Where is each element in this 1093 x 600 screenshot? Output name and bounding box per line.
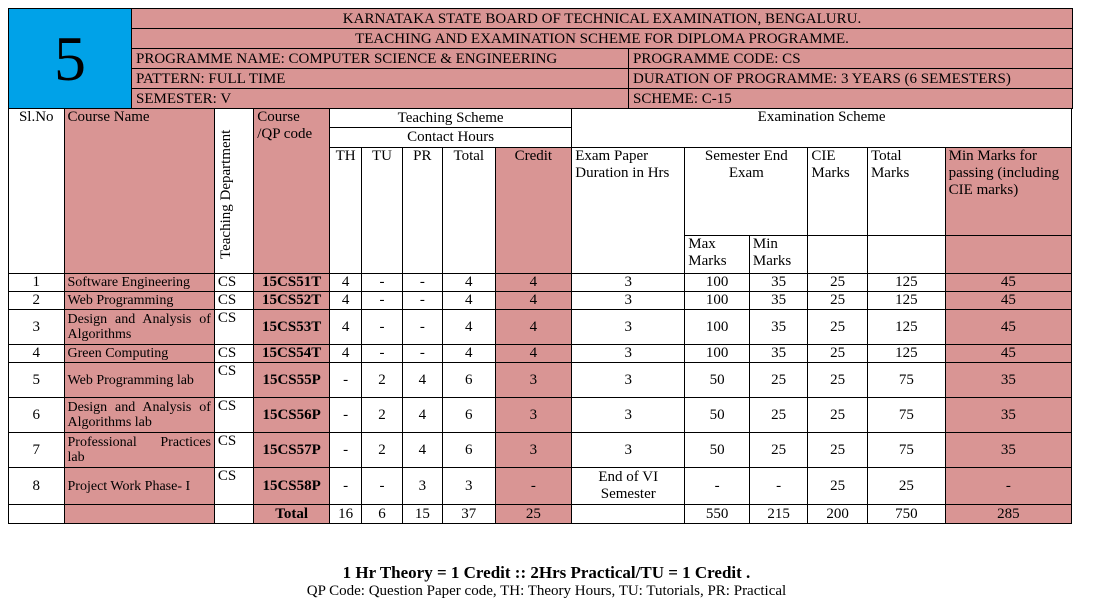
cell-th: 4	[329, 274, 361, 292]
cell-dept: CS	[214, 274, 253, 292]
cell-sl: 1	[9, 274, 65, 292]
cell-dur: 3	[572, 345, 685, 363]
table-row	[9, 468, 1072, 505]
col-course-code: Course /QP code	[254, 109, 330, 274]
cell-name: Design and Analysis of Algorithms lab	[64, 398, 214, 433]
cell-pass: 45	[945, 310, 1071, 345]
cell-min: 35	[749, 310, 808, 345]
cell-code: 15CS58P	[254, 468, 330, 505]
cell-code: 15CS54T	[254, 345, 330, 363]
programme-name: PROGRAMME NAME: COMPUTER SCIENCE & ENGINEERING	[132, 49, 629, 69]
col-course-name: Course Name	[64, 109, 214, 274]
cell-pr: 4	[402, 363, 442, 398]
cell-total: 4	[443, 274, 495, 292]
credit-note: 1 Hr Theory = 1 Credit :: 2Hrs Practical/TU = 1 Credit .	[342, 563, 751, 582]
cell-dur: 3	[572, 292, 685, 310]
teaching-scheme-header: Teaching Scheme	[329, 109, 571, 128]
cell-pass: 45	[945, 292, 1071, 310]
totals-tmarks: 750	[867, 505, 945, 524]
cell-name: Web Programming lab	[64, 363, 214, 398]
cell-cie: 25	[808, 398, 868, 433]
col-min-marks: Min Marks	[749, 236, 808, 274]
cell-credit: 3	[495, 398, 572, 433]
cell-tu: -	[362, 310, 402, 345]
cell-max: 100	[685, 310, 750, 345]
scheme-title: TEACHING AND EXAMINATION SCHEME FOR DIPLOMA PROGRAMME.	[132, 29, 1073, 49]
cell-pr: -	[402, 274, 442, 292]
cell-th: -	[329, 363, 361, 398]
cell-sl: 5	[9, 363, 65, 398]
cell-th: 4	[329, 345, 361, 363]
col-th: TH	[329, 148, 361, 274]
totals-label: Total	[254, 505, 330, 524]
cell-tmarks: 25	[867, 468, 945, 505]
cell-credit: 4	[495, 274, 572, 292]
cell-pass: 45	[945, 345, 1071, 363]
cell-cie: 25	[808, 292, 868, 310]
table-row	[9, 292, 1072, 310]
cell-cie: 25	[808, 433, 868, 468]
totals-th: 16	[329, 505, 361, 524]
cell-tmarks: 75	[867, 433, 945, 468]
col-cie: CIE Marks	[808, 148, 868, 236]
cell-pass: 35	[945, 398, 1071, 433]
table-row	[9, 345, 1072, 363]
cell-credit: 3	[495, 433, 572, 468]
cell-dept: CS	[214, 292, 253, 310]
col-min-pass: Min Marks for passing (including CIE marks)	[945, 148, 1071, 236]
cell-max: 100	[685, 274, 750, 292]
cell-tmarks: 125	[867, 292, 945, 310]
header-table	[8, 8, 1073, 109]
cell-dur: End of VI Semester	[572, 468, 685, 505]
cell-tu: -	[362, 292, 402, 310]
cell-credit: 4	[495, 310, 572, 345]
table-row	[9, 433, 1072, 468]
cell-total: 4	[443, 292, 495, 310]
cell-tmarks: 75	[867, 398, 945, 433]
cell-total: 6	[443, 363, 495, 398]
cell-code: 15CS57P	[254, 433, 330, 468]
cell-pr: -	[402, 345, 442, 363]
cell-code: 15CS56P	[254, 398, 330, 433]
cell-th: -	[329, 398, 361, 433]
cell-credit: 4	[495, 292, 572, 310]
cell-total: 6	[443, 398, 495, 433]
col-exam-duration: Exam Paper Duration in Hrs	[572, 148, 685, 274]
cell-cie: 25	[808, 363, 868, 398]
cell-sl: 3	[9, 310, 65, 345]
totals-row	[9, 505, 1072, 524]
cell-tu: 2	[362, 398, 402, 433]
cell-sl: 8	[9, 468, 65, 505]
cell-pass: 35	[945, 433, 1071, 468]
cell-max: 50	[685, 398, 750, 433]
cell-dur: 3	[572, 363, 685, 398]
cell-min: -	[749, 468, 808, 505]
cell-min: 35	[749, 345, 808, 363]
pattern: PATTERN: FULL TIME	[132, 69, 629, 89]
cell-cie: 25	[808, 345, 868, 363]
cell-name: Professional Practices lab	[64, 433, 214, 468]
table-row	[9, 363, 1072, 398]
cell-code: 15CS53T	[254, 310, 330, 345]
cell-dept: CS	[214, 310, 253, 345]
totals-cie: 200	[808, 505, 868, 524]
totals-max: 550	[685, 505, 750, 524]
cell-sl: 4	[9, 345, 65, 363]
table-row	[9, 310, 1072, 345]
cell-max: 50	[685, 433, 750, 468]
cell-tmarks: 125	[867, 274, 945, 292]
cell-name: Green Computing	[64, 345, 214, 363]
cell-min: 25	[749, 398, 808, 433]
cell-min: 25	[749, 363, 808, 398]
cell-pr: 4	[402, 398, 442, 433]
cell-pass: -	[945, 468, 1071, 505]
cell-credit: 3	[495, 363, 572, 398]
cell-name: Project Work Phase- I	[64, 468, 214, 505]
cell-min: 35	[749, 274, 808, 292]
cell-dept: CS	[214, 433, 253, 468]
contact-hours-header: Contact Hours	[329, 128, 571, 148]
table-row	[9, 398, 1072, 433]
cell-pr: 4	[402, 433, 442, 468]
col-total-marks: Total Marks	[867, 148, 945, 236]
cell-pass: 35	[945, 363, 1071, 398]
cell-total: 3	[443, 468, 495, 505]
totals-credit: 25	[495, 505, 572, 524]
cell-th: 4	[329, 310, 361, 345]
cell-name: Design and Analysis of Algorithms	[64, 310, 214, 345]
cell-dur: 3	[572, 398, 685, 433]
cell-total: 6	[443, 433, 495, 468]
duration: DURATION OF PROGRAMME: 3 YEARS (6 SEMESTERS)	[629, 69, 1073, 89]
cell-max: -	[685, 468, 750, 505]
cell-tu: 2	[362, 363, 402, 398]
cell-total: 4	[443, 345, 495, 363]
col-max-marks: Max Marks	[685, 236, 750, 274]
col-teaching-dept	[214, 109, 253, 274]
cell-dept: CS	[214, 363, 253, 398]
col-pr: PR	[402, 148, 442, 274]
totals-total: 37	[443, 505, 495, 524]
cell-th: 4	[329, 292, 361, 310]
totals-pr: 15	[402, 505, 442, 524]
cell-code: 15CS55P	[254, 363, 330, 398]
cell-pr: -	[402, 292, 442, 310]
cell-cie: 25	[808, 274, 868, 292]
cell-dept: CS	[214, 468, 253, 505]
exam-scheme-header: Examination Scheme	[572, 109, 1072, 148]
cell-dur: 3	[572, 433, 685, 468]
totals-tu: 6	[362, 505, 402, 524]
cell-tu: -	[362, 468, 402, 505]
cell-pr: -	[402, 310, 442, 345]
cell-tmarks: 125	[867, 310, 945, 345]
abbrev-note: QP Code: Question Paper code, TH: Theory Hours, TU: Tutorials, PR: Practical	[306, 583, 787, 599]
col-tu: TU	[362, 148, 402, 274]
col-slno: Sl.No	[9, 109, 65, 274]
semester-number-box: 5	[9, 9, 132, 109]
cell-th: -	[329, 468, 361, 505]
cell-total: 4	[443, 310, 495, 345]
cell-sl: 6	[9, 398, 65, 433]
cell-tu: 2	[362, 433, 402, 468]
cell-max: 50	[685, 363, 750, 398]
cell-pr: 3	[402, 468, 442, 505]
cell-tmarks: 125	[867, 345, 945, 363]
col-sem-end: Semester End Exam	[685, 148, 808, 236]
cell-tu: -	[362, 274, 402, 292]
totals-min: 215	[749, 505, 808, 524]
scheme-label: SCHEME: C-15	[629, 89, 1073, 109]
semester-label: SEMESTER: V	[132, 89, 629, 109]
teaching-dept-label: Teaching Department	[217, 129, 234, 259]
cell-tmarks: 75	[867, 363, 945, 398]
cell-dur: 3	[572, 310, 685, 345]
cell-min: 35	[749, 292, 808, 310]
cell-code: 15CS51T	[254, 274, 330, 292]
cell-cie: 25	[808, 468, 868, 505]
cell-sl: 2	[9, 292, 65, 310]
programme-code: PROGRAMME CODE: CS	[629, 49, 1073, 69]
cell-max: 100	[685, 292, 750, 310]
col-credit: Credit	[495, 148, 572, 274]
cell-credit: 4	[495, 345, 572, 363]
cell-tu: -	[362, 345, 402, 363]
cell-cie: 25	[808, 310, 868, 345]
cell-pass: 45	[945, 274, 1071, 292]
scheme-table	[8, 108, 1072, 524]
cell-th: -	[329, 433, 361, 468]
col-total: Total	[443, 148, 495, 274]
cell-name: Web Programming	[64, 292, 214, 310]
cell-max: 100	[685, 345, 750, 363]
cell-credit: -	[495, 468, 572, 505]
cell-dur: 3	[572, 274, 685, 292]
cell-name: Software Engineering	[64, 274, 214, 292]
table-row	[9, 274, 1072, 292]
cell-code: 15CS52T	[254, 292, 330, 310]
board-title: KARNATAKA STATE BOARD OF TECHNICAL EXAMINATION, BENGALURU.	[132, 9, 1073, 29]
cell-dept: CS	[214, 345, 253, 363]
totals-pass: 285	[945, 505, 1071, 524]
cell-min: 25	[749, 433, 808, 468]
cell-sl: 7	[9, 433, 65, 468]
cell-dept: CS	[214, 398, 253, 433]
